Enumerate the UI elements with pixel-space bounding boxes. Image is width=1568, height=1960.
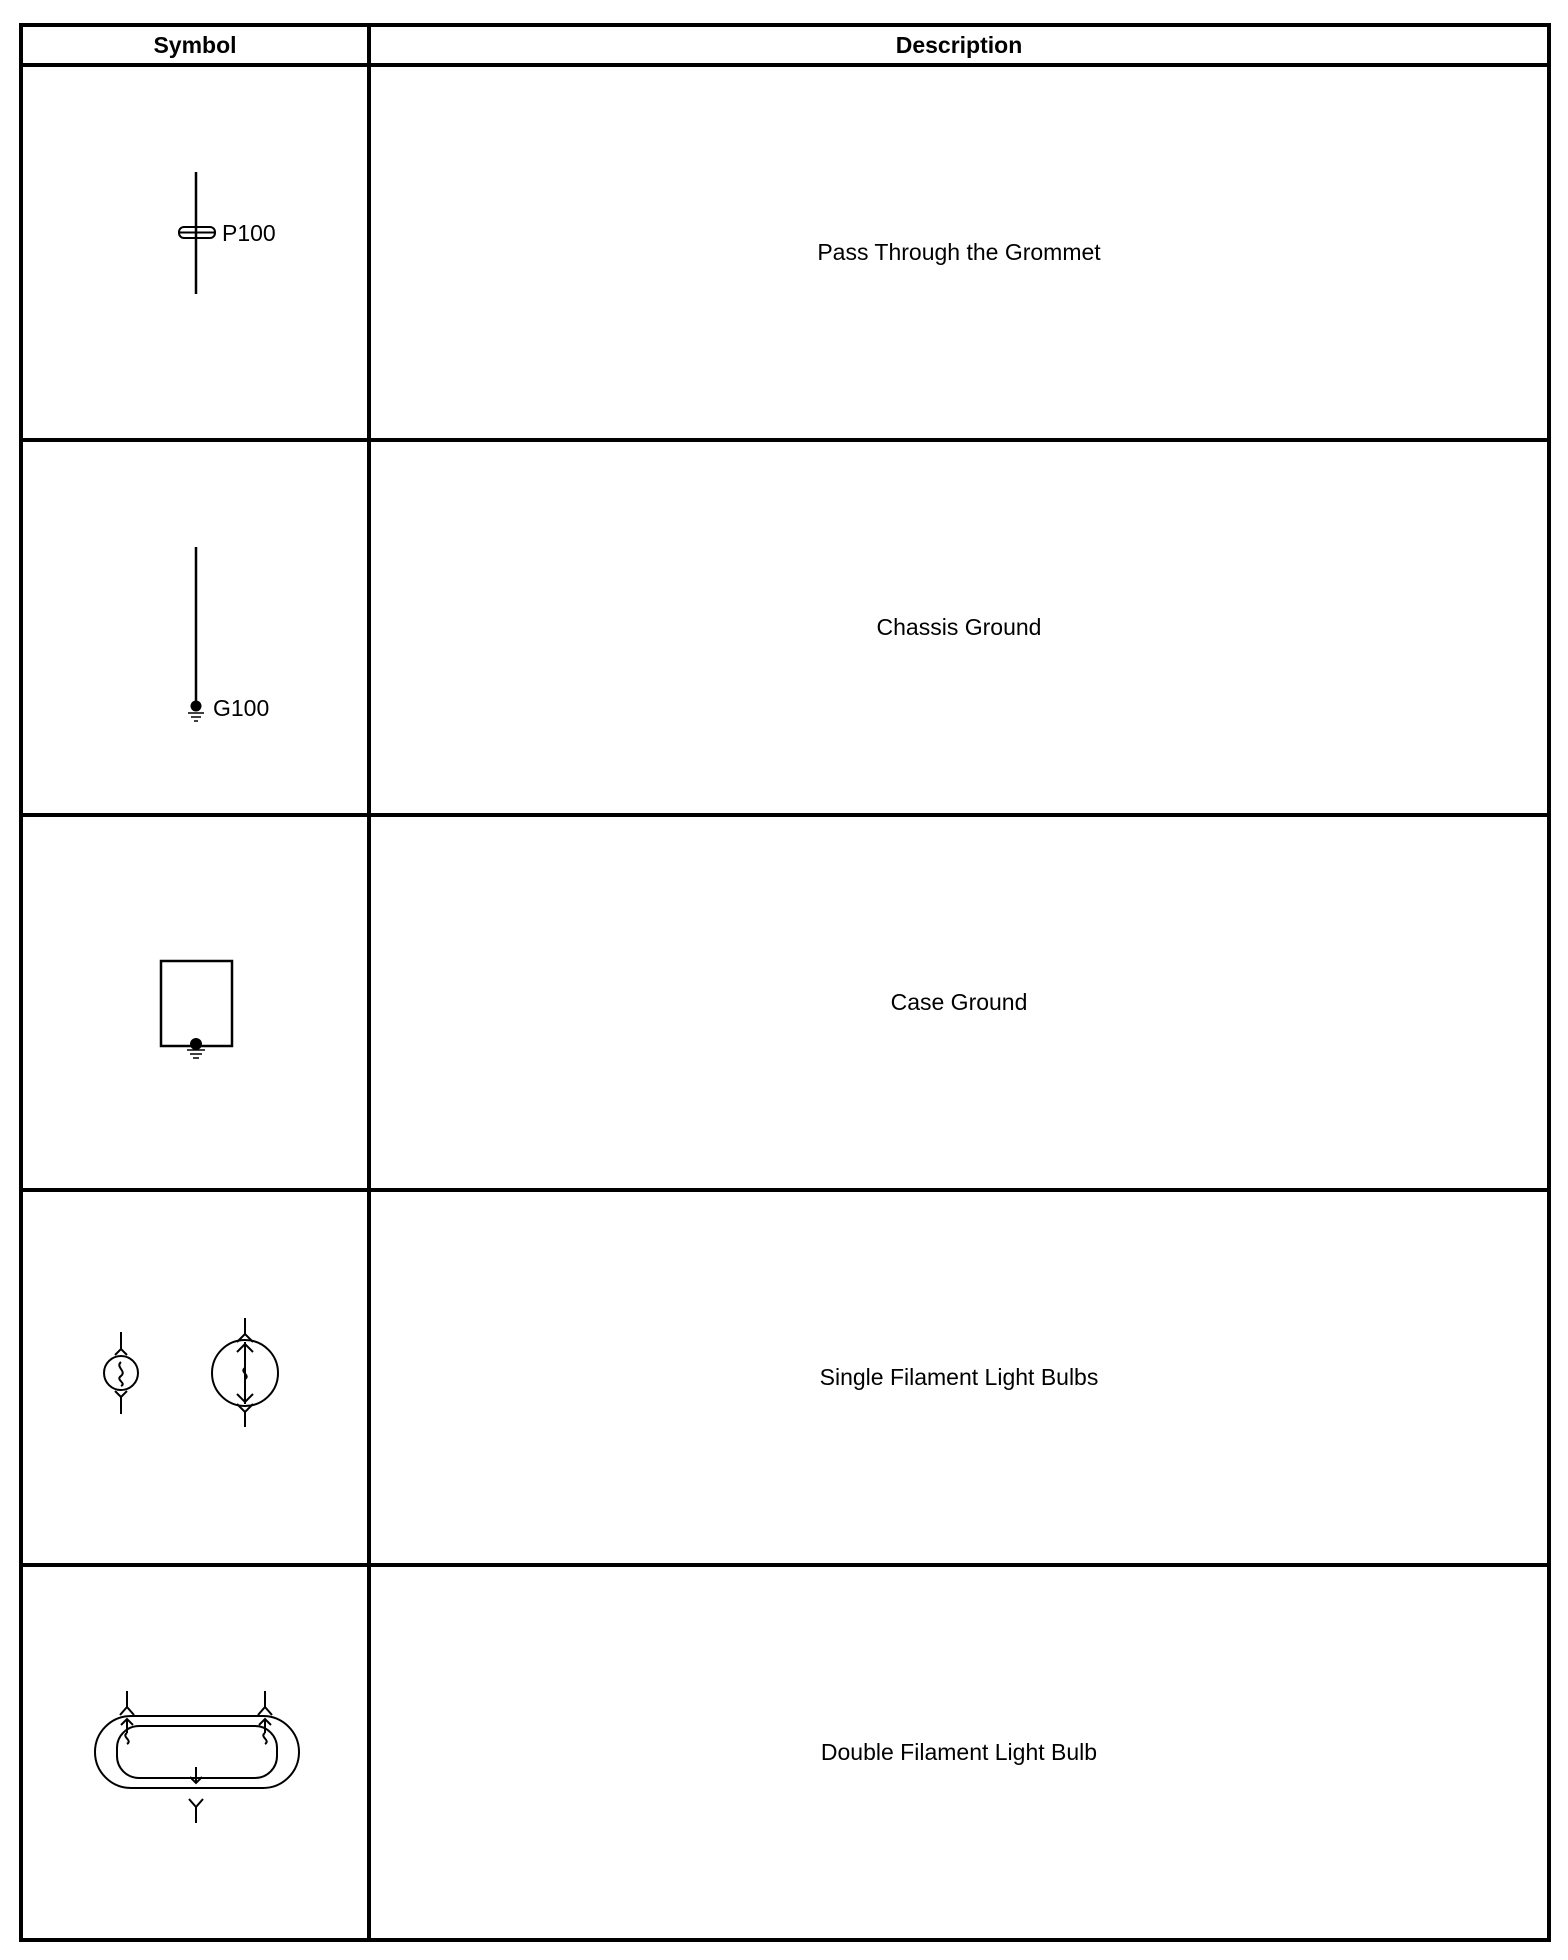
table-row xyxy=(21,1190,1549,1565)
table-row xyxy=(21,1565,1549,1940)
grommet-label: P100 xyxy=(222,220,276,246)
description-cell xyxy=(369,65,1549,440)
symbol-cell xyxy=(21,65,369,440)
description-cell xyxy=(369,1565,1549,1940)
description-text: Single Filament Light Bulbs xyxy=(819,1364,1099,1390)
symbol-cell xyxy=(21,815,369,1190)
description-cell xyxy=(369,1190,1549,1565)
grommet-pass-through-icon xyxy=(25,67,365,438)
symbol-column-header: Symbol xyxy=(21,25,369,65)
description-text: Double Filament Light Bulb xyxy=(820,1739,1098,1765)
description-cell xyxy=(369,440,1549,815)
table-row xyxy=(21,815,1549,1190)
description-text: Chassis Ground xyxy=(876,614,1042,640)
symbol-cell xyxy=(21,1190,369,1565)
single-filament-bulb-icon xyxy=(25,1192,365,1563)
symbol-cell xyxy=(21,1565,369,1940)
ground-label: G100 xyxy=(213,695,270,721)
description-cell xyxy=(369,815,1549,1190)
case-ground-icon xyxy=(25,817,365,1188)
description-column-header: Description xyxy=(369,25,1549,65)
table-header-row xyxy=(21,25,1549,65)
double-filament-bulb-icon xyxy=(25,1567,365,1938)
description-text: Pass Through the Grommet xyxy=(817,239,1101,265)
chassis-ground-icon xyxy=(25,442,365,813)
table-row xyxy=(21,440,1549,815)
table-row xyxy=(21,65,1549,440)
description-text: Case Ground xyxy=(890,989,1028,1015)
symbol-table xyxy=(19,23,1551,1942)
symbol-cell xyxy=(21,440,369,815)
